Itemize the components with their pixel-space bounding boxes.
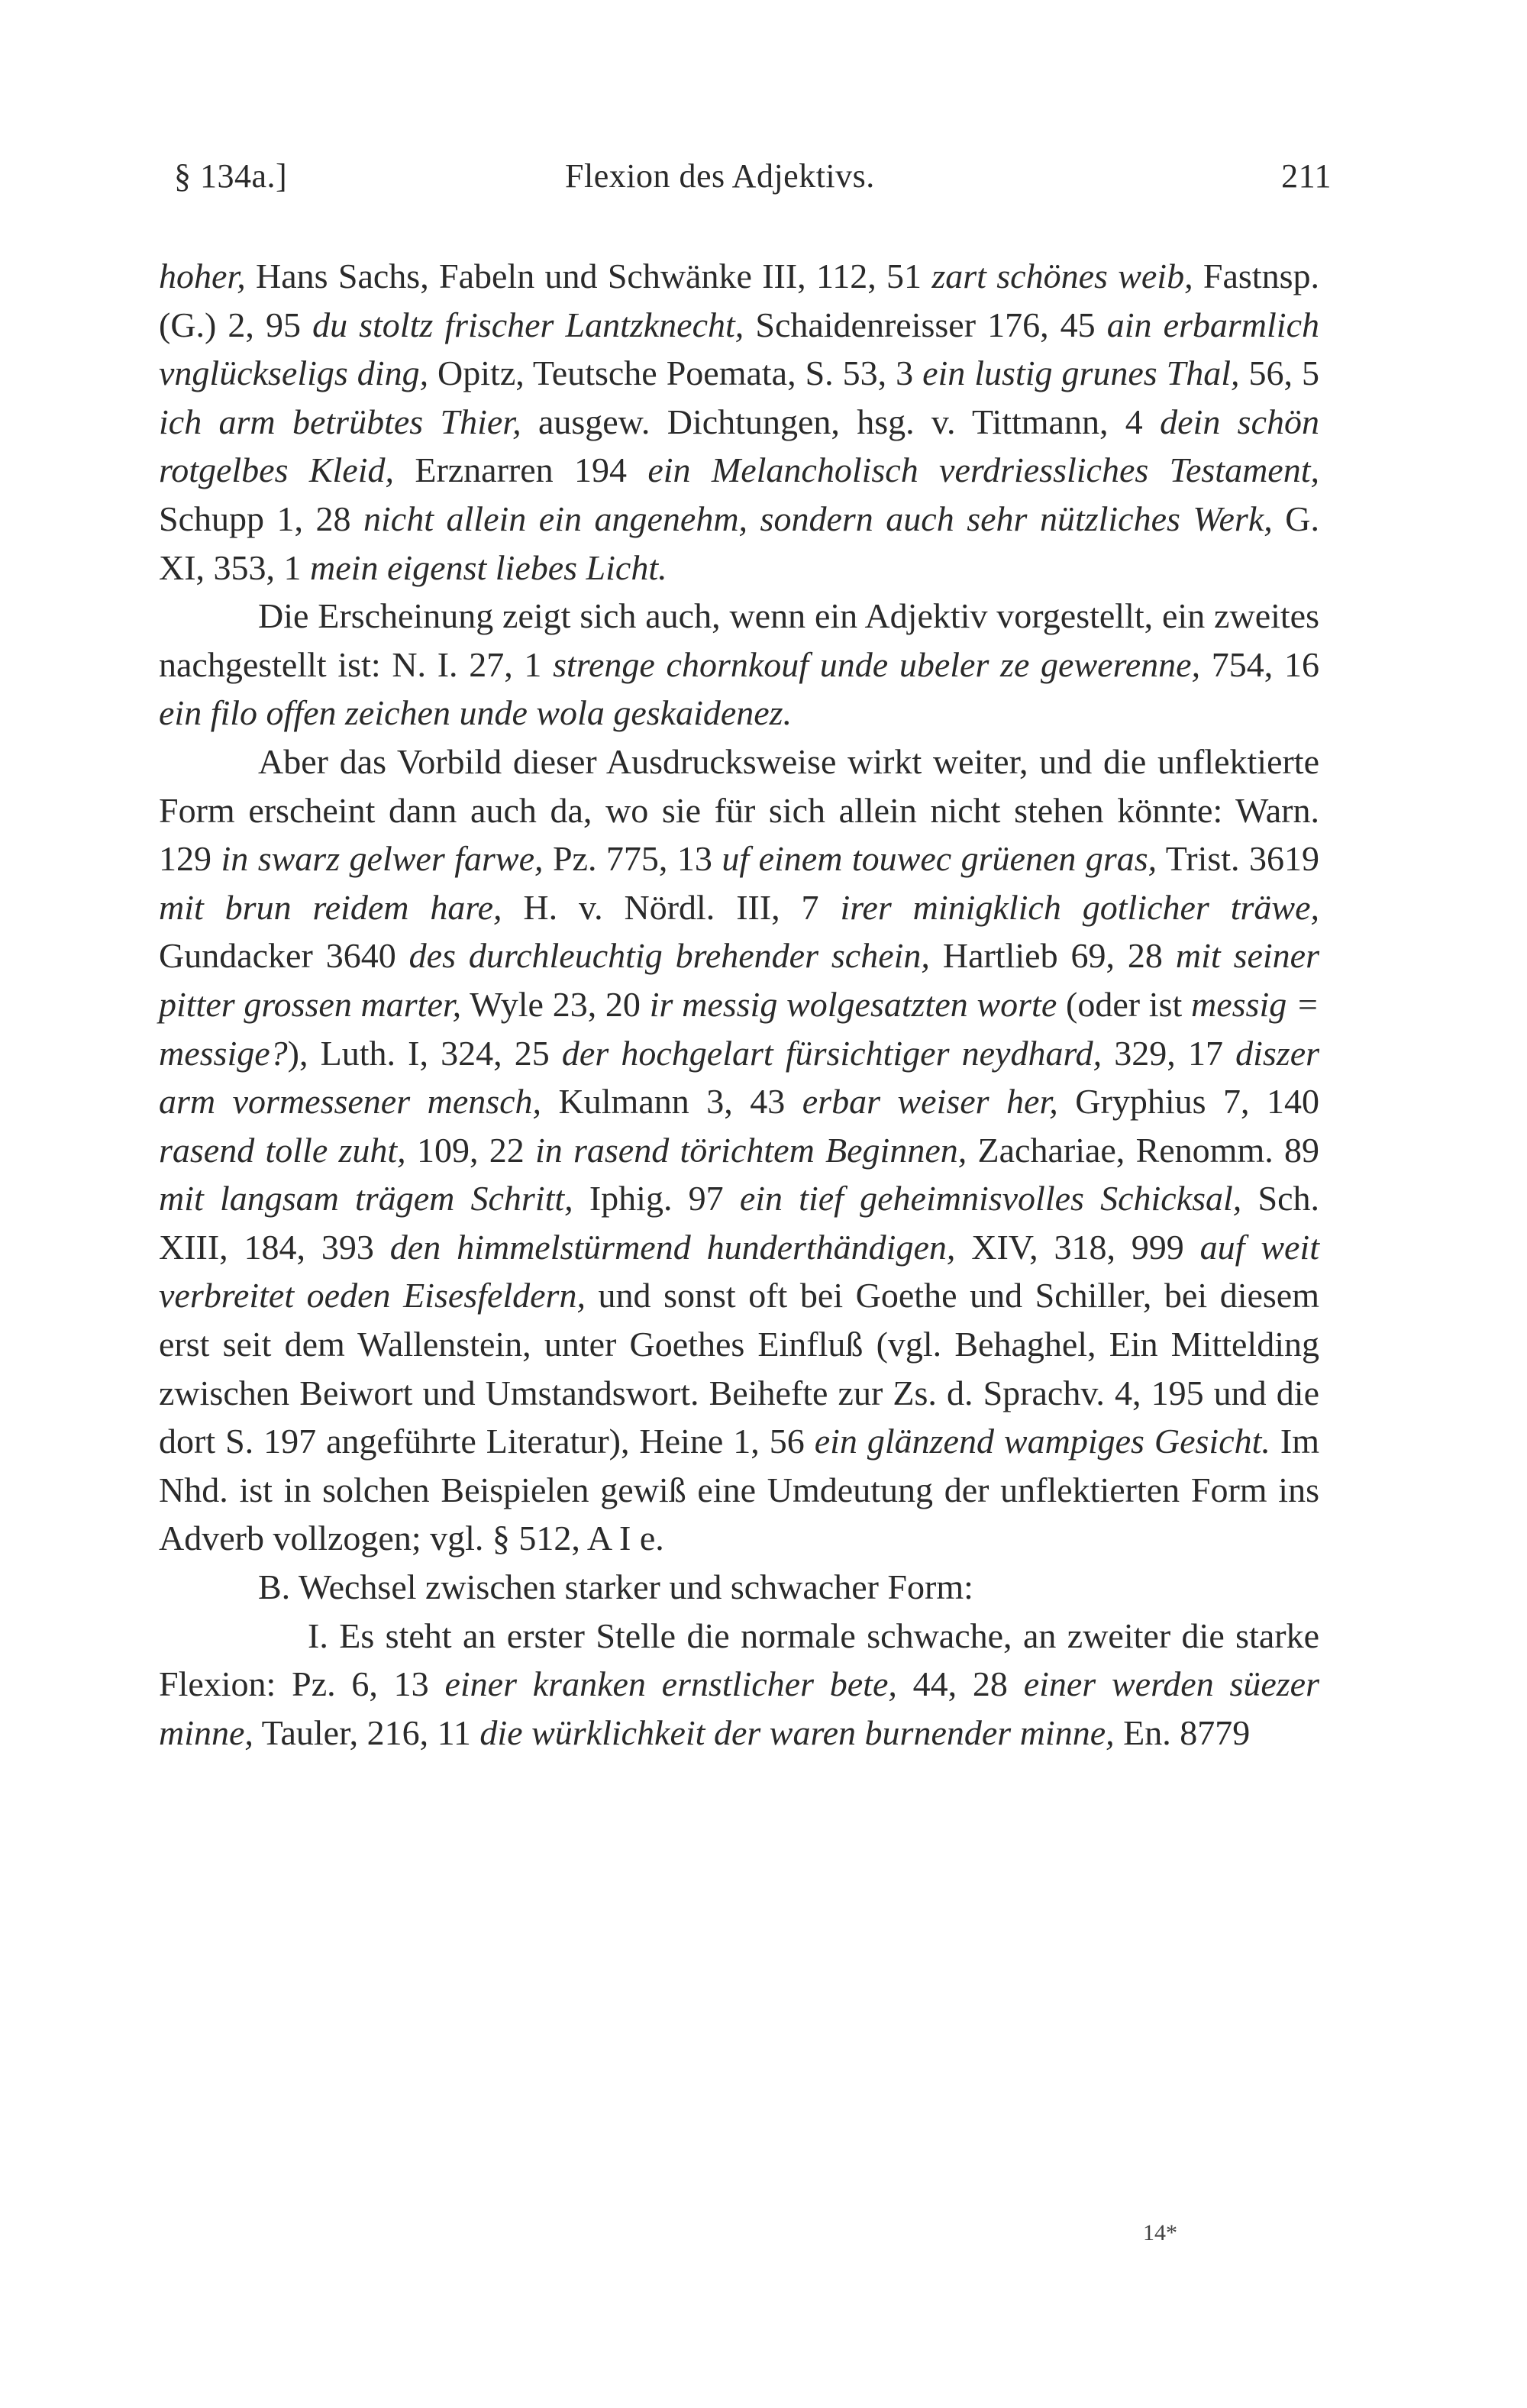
cited-example: ein tief geheimnisvolles Schicksal, xyxy=(739,1179,1242,1219)
cited-example: des durchleuchtig brehender schein, xyxy=(408,936,930,976)
text-run: ), Luth. I, 324, 25 xyxy=(287,1033,562,1073)
text-run: Schaidenreisser 176, 45 xyxy=(744,305,1107,344)
cited-example: die würklichkeit der waren burnender minne, xyxy=(479,1712,1115,1752)
cited-example: diszer arm vormessener mensch, xyxy=(159,1033,1320,1122)
cited-example: du stoltz frischer Lantzknecht, xyxy=(312,305,744,344)
text-run: En. 8779 xyxy=(1114,1712,1251,1752)
cited-example: dein schön rotgelbes Kleid, xyxy=(159,402,1319,490)
cited-example: rasend tolle zuht, xyxy=(159,1130,406,1170)
cited-example: messig = messige? xyxy=(159,984,1320,1073)
text-run: XIV, 318, 999 xyxy=(955,1227,1200,1267)
page-number: 211 xyxy=(1281,157,1332,195)
cited-example: nicht allein ein angenehm, sondern auch sehr nützliches Werk, xyxy=(363,499,1273,538)
cited-example: ein filo offen zeichen unde wola geskaidenez. xyxy=(159,693,793,733)
text-run: Fastnsp. (G.) 2, 95 xyxy=(159,257,1319,344)
cited-example: uf einem touwec grüenen gras, xyxy=(722,839,1157,879)
paragraph xyxy=(159,252,1319,592)
paragraph xyxy=(159,592,1319,738)
text-run: Gundacker 3640 xyxy=(159,936,409,976)
text-run: Zachariae, Renomm. 89 xyxy=(967,1130,1319,1170)
text-run: 109, 22 xyxy=(405,1130,535,1170)
cited-example: ich arm betrübtes Thier, xyxy=(159,402,521,441)
cited-example: mein eigenst liebes Licht. xyxy=(310,547,667,587)
text-run: B. Wechsel zwischen starker und schwacher Form: xyxy=(258,1567,973,1607)
paragraph xyxy=(159,738,1319,1563)
text-run: 56, 5 xyxy=(1239,353,1320,393)
cited-example: erbar weiser her, xyxy=(802,1082,1058,1122)
text-run: Trist. 3619 xyxy=(1157,839,1319,879)
cited-example: der hochgelart fürsichtiger neydhard, xyxy=(561,1033,1102,1073)
cited-example: mit seiner pitter grossen marter, xyxy=(159,936,1320,1024)
body-text xyxy=(159,252,1319,1757)
text-run: Hans Sachs, Fabeln und Schwänke III, 112, 51 xyxy=(245,257,932,295)
cited-example: strenge chornkouf unde ubeler ze gewerenne, xyxy=(553,644,1201,684)
cited-example: den himmelstürmend hunderthändigen, xyxy=(389,1227,956,1267)
text-run: Erznarren 194 xyxy=(394,450,648,490)
text-run: G. XI, 353, 1 xyxy=(159,499,1319,587)
cited-example: ein lustig grunes Thal, xyxy=(922,353,1240,393)
text-run: Iphig. 97 xyxy=(573,1179,740,1219)
running-title: Flexion des Adjektivs. xyxy=(565,157,875,195)
text-run: Aber das Vorbild dieser Ausdrucksweise wirkt weiter, und die unflektierte Form erscheint dann auch da, wo sie für sich allein nicht stehen könnte: Warn. 129 xyxy=(159,741,1319,879)
text-run: Pz. 775, 13 xyxy=(543,839,722,879)
cited-example: zart schönes weib, xyxy=(931,257,1193,295)
cited-example: ein Melancholisch verdriessliches Testament, xyxy=(647,450,1319,490)
printer-signature: 14* xyxy=(1143,2220,1177,2245)
cited-example: in swarz gelwer farwe, xyxy=(221,839,544,879)
text-run: Gryphius 7, 140 xyxy=(1057,1082,1319,1122)
text-run: (oder ist xyxy=(1057,984,1192,1024)
running-header xyxy=(171,157,1332,202)
text-run: Opitz, Teutsche Poemata, S. 53, 3 xyxy=(428,353,923,393)
cited-example: auf weit verbreitet oeden Eisesfeldern, xyxy=(159,1227,1319,1315)
text-run: Sch. XIII, 184, 393 xyxy=(159,1179,1319,1267)
text-run: Schupp 1, 28 xyxy=(159,499,364,538)
text-run: Im Nhd. ist in solchen Beispielen gewiß eine Umdeutung der unflektierten Form ins Adverb vollzogen; vgl. § 512, A I e. xyxy=(159,1422,1319,1558)
text-run: Wyle 23, 20 xyxy=(461,984,650,1024)
text-run: Kulmann 3, 43 xyxy=(541,1082,802,1122)
cited-example: einer kranken ernstlicher bete, xyxy=(444,1664,897,1704)
paragraph-heading xyxy=(159,1563,1319,1612)
cited-example: ir messig wolgesatzten worte xyxy=(649,984,1057,1024)
text-run: ausgew. Dichtungen, hsg. v. Tittmann, 4 xyxy=(521,402,1161,441)
cited-example: ain erbarmlich vnglückseligs ding, xyxy=(159,305,1319,393)
text-run: I. Es steht an erster Stelle die normale schwache, an zweiter die starke Flexion: Pz. 6, 13 xyxy=(159,1616,1319,1704)
cited-example: mit langsam trägem Schritt, xyxy=(159,1179,573,1219)
cited-example: ein glänzend wampiges Gesicht. xyxy=(814,1422,1270,1461)
cited-example: einer werden süezer minne, xyxy=(159,1664,1320,1752)
text-run: und sonst oft bei Goethe und Schiller, bei diesem erst seit dem Wallenstein, unter Goethes Einfluß (vgl. Behaghel, Ein Mittelding zwischen Beiwort und Umstandswort. Beihefte zur Zs. d. Sprachv. 4, 195 und die dort S. 197 angeführte Literatur), Heine 1, 56 xyxy=(159,1276,1319,1461)
text-run: 44, 28 xyxy=(896,1664,1024,1704)
text-run: H. v. Nördl. III, 7 xyxy=(502,887,841,927)
text-run: 329, 17 xyxy=(1102,1033,1236,1073)
section-reference: § 134a.] xyxy=(174,157,288,195)
text-run: Hartlieb 69, 28 xyxy=(929,936,1176,976)
cited-example: irer minigklich gotlicher träwe, xyxy=(840,887,1319,927)
text-run: 754, 16 xyxy=(1200,644,1319,684)
cited-example: mit brun reidem hare, xyxy=(159,887,502,927)
text-run: Die Erscheinung zeigt sich auch, wenn ein Adjektiv vorgestellt, ein zweites nachgestellt ist: N. I. 27, 1 xyxy=(159,596,1319,684)
cited-example: in rasend törichtem Beginnen, xyxy=(534,1130,967,1170)
paragraph xyxy=(159,1612,1319,1758)
cited-example: hoher, xyxy=(159,257,246,295)
text-run: Tauler, 216, 11 xyxy=(253,1712,480,1752)
